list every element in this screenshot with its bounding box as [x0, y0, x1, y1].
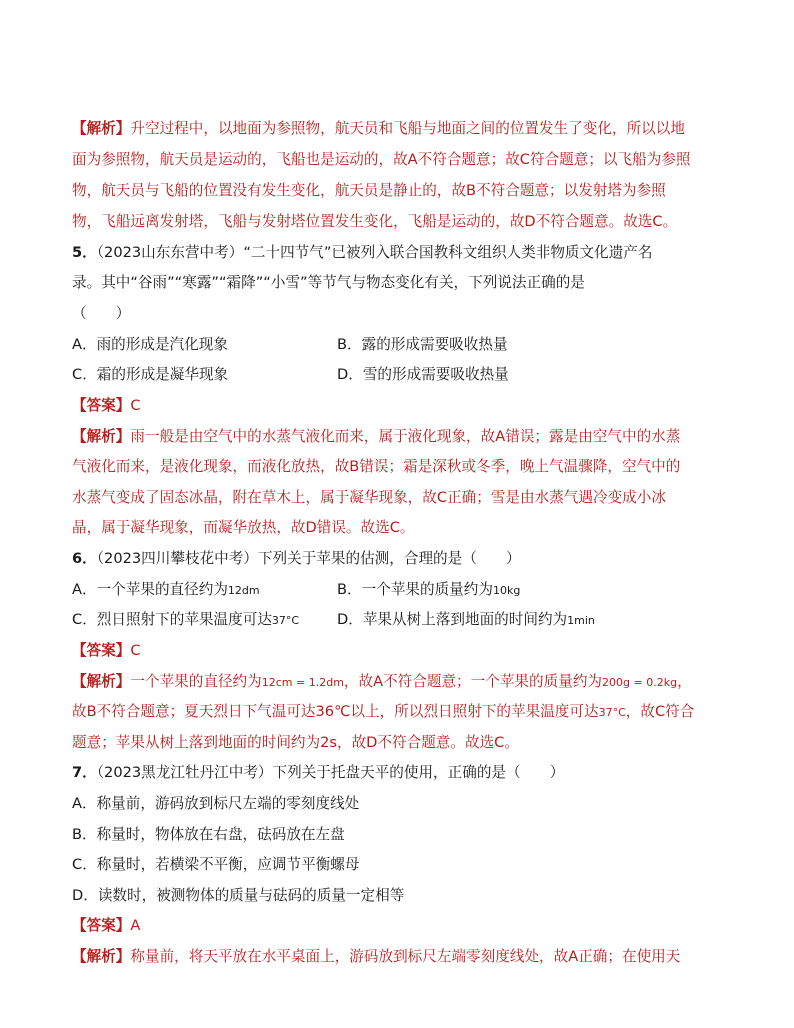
question-6-answer: 【答案】C: [72, 642, 141, 659]
question-6-analysis: 故B不符合题意；夏天烈日下气温可达36℃以上，所以烈日照射下的苹果温度可达37°C，故C符合: [72, 703, 695, 720]
question-6-analysis: 【解析】一个苹果的直径约为12cm = 1.2dm，故A不符合题意；一个苹果的质量约为200g = 0.2kg，: [72, 673, 692, 690]
question-7-answer: 【答案】A: [72, 917, 141, 934]
question-6-stem: 6．（2023四川攀枝花中考）下列关于苹果的估测，合理的是（ ）: [72, 550, 521, 567]
question-7-option-b: B．称量时，物体放在右盘，砝码放在左盘: [72, 826, 345, 843]
analysis-line: 物，航天员与飞船的位置没有发生变化，航天员是静止的，故B不符合题意；以发射塔为参照: [72, 182, 666, 199]
question-5-stem: 录。其中“谷雨”“寒露”“霜降”“小雪”等节气与物态变化有关，下列说法正确的是: [72, 274, 585, 291]
question-7-option-d: D．读数时，被测物体的质量与砝码的质量一定相等: [72, 887, 405, 904]
question-5-analysis: 晶，属于凝华现象，而凝华放热，故D错误。故选C。: [72, 519, 415, 536]
analysis-line: 物，飞船远离发射塔，飞船与发射塔位置发生变化，飞船是运动的，故D不符合题意。故选C。: [72, 213, 678, 230]
question-5-analysis: 【解析】雨一般是由空气中的水蒸气液化而来，属于液化现象，故A错误；露是由空气中的水蒸: [72, 428, 681, 445]
question-6-option-b: B．一个苹果的质量约为10kg: [337, 581, 521, 598]
question-5-option-b: B．露的形成需要吸收热量: [337, 336, 508, 353]
analysis-line: 【解析】升空过程中，以地面为参照物，航天员和飞船与地面之间的位置发生了变化，所以以地: [72, 120, 685, 137]
question-7-analysis: 【解析】称量前，将天平放在水平桌面上，游码放到标尺左端零刻度线处，故A正确；在使用天: [72, 948, 681, 965]
analysis-tag: 【解析】: [72, 120, 131, 137]
question-5-option-a: A．雨的形成是汽化现象: [72, 336, 228, 353]
question-6-option-a: A．一个苹果的直径约为12dm: [72, 581, 260, 598]
question-5-analysis: 气液化而来，是液化现象，而液化放热，故B错误；霜是深秋或冬季，晚上气温骤降，空气中的: [72, 458, 681, 475]
question-7-option-a: A．称量前，游码放到标尺左端的零刻度线处: [72, 795, 360, 812]
question-5-analysis: 水蒸气变成了固态冰晶，附在草木上，属于凝华现象，故C正确；雪是由水蒸气遇冷变成小冰: [72, 489, 666, 506]
question-6-option-c: C．烈日照射下的苹果温度可达37°C: [72, 611, 300, 628]
question-5-answer: 【答案】C: [72, 397, 141, 414]
question-5-stem: 5．（2023山东东营中考）“二十四节气”已被列入联合国教科文组织人类非物质文化遗产名: [72, 244, 653, 261]
question-6-option-d: D．苹果从树上落到地面的时间约为1min: [337, 611, 595, 628]
question-5-option-d: D．雪的形成需要吸收热量: [337, 366, 509, 383]
question-7-stem: 7．（2023黑龙江牡丹江中考）下列关于托盘天平的使用，正确的是（ ）: [72, 764, 565, 781]
question-5-option-c: C．霜的形成是凝华现象: [72, 366, 229, 383]
question-7-option-c: C．称量时，若横梁不平衡，应调节平衡螺母: [72, 856, 360, 873]
analysis-line: 面为参照物，航天员是运动的，飞船也是运动的，故A不符合题意；故C符合题意；以飞船为参照: [72, 151, 691, 168]
question-5-blank: （ ）: [72, 305, 131, 322]
question-6-analysis: 题意；苹果从树上落到地面的时间约为2s，故D不符合题意。故选C。: [72, 734, 519, 751]
